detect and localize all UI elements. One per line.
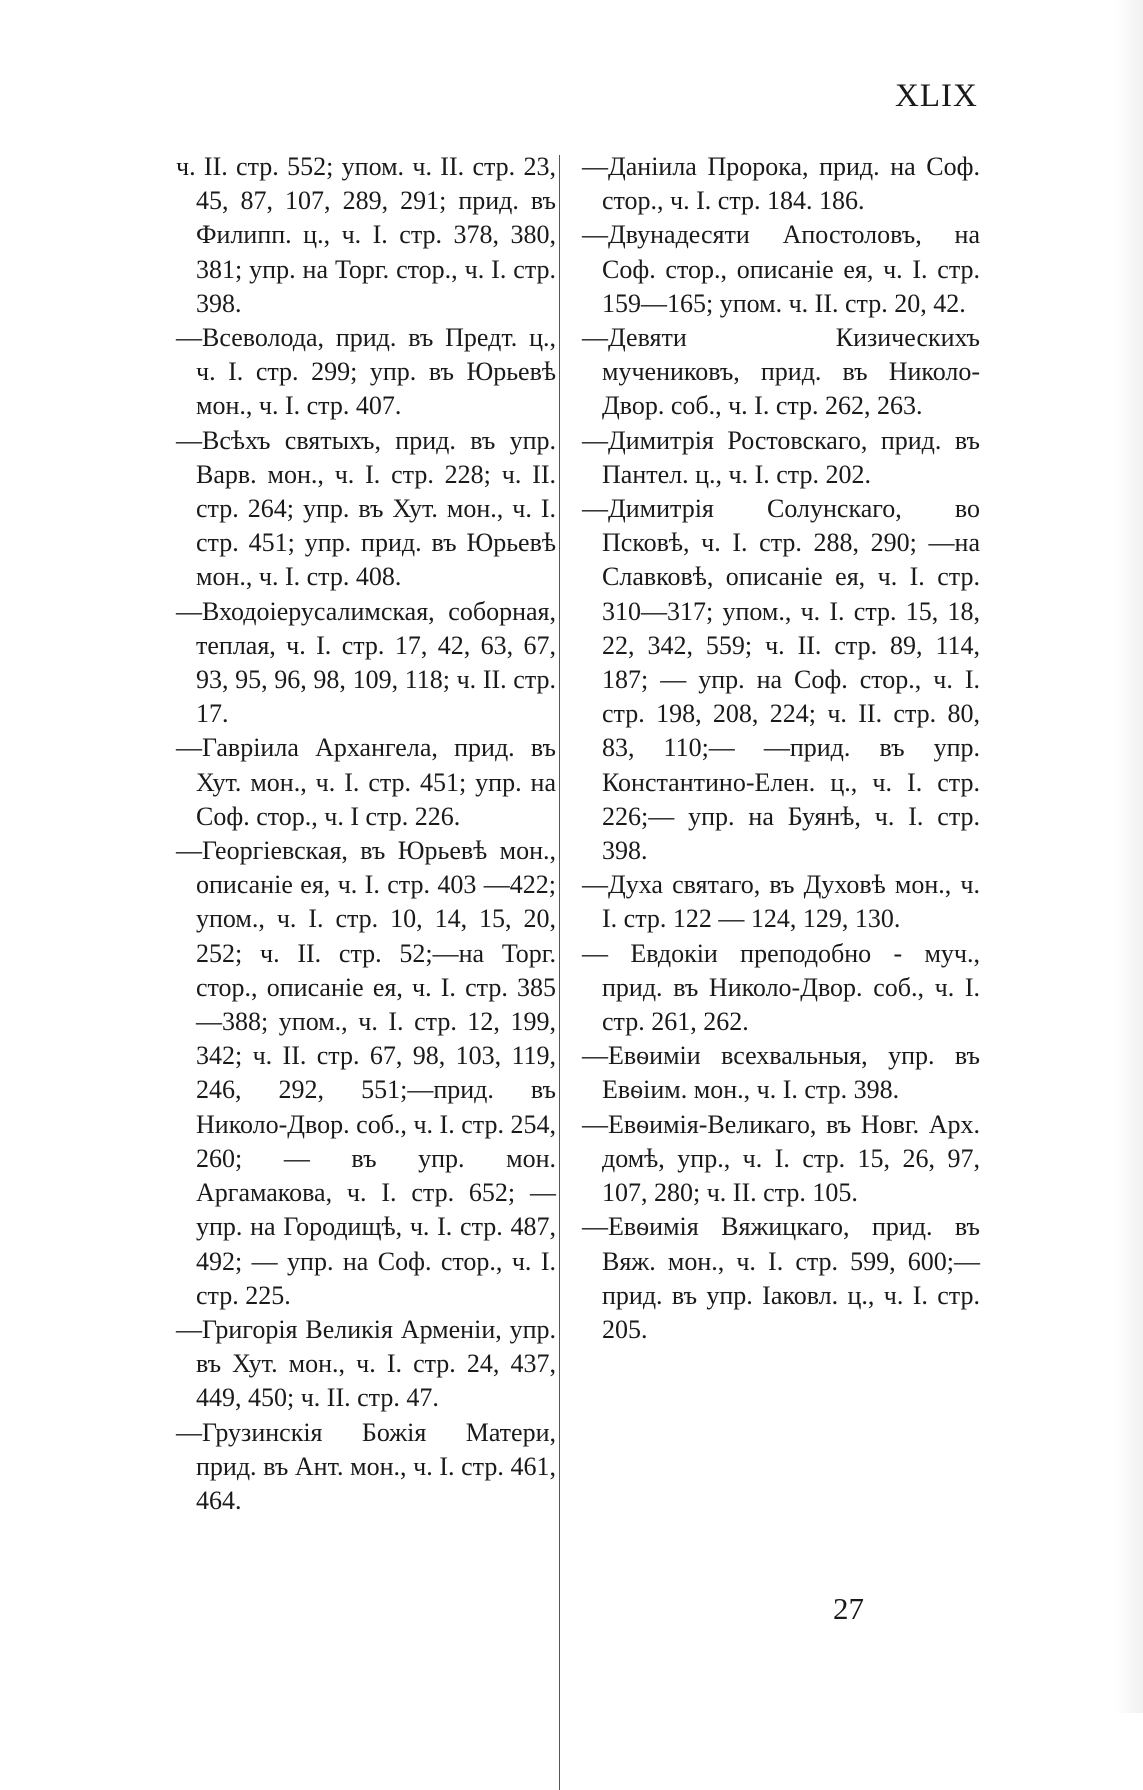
- index-entry: — Евдокіи преподобно - муч., прид. въ Николо-Двор. соб., ч. I. стр. 261, 262.: [582, 938, 980, 1037]
- index-entry: —Входоіерусалимская, соборная, теплая, ч. I. стр. 17, 42, 63, 67, 93, 95, 96, 98, 109, 118; ч. II. стр. 17.: [176, 596, 556, 729]
- page-edge-shadow: [1115, 0, 1143, 1713]
- index-entry: —Девяти Кизическихъ мучениковъ, прид. въ Николо-Двор. соб., ч. I. стр. 262, 263.: [582, 323, 980, 421]
- index-entry: —Двунадесяти Апостоловъ, на Соф. стор., описаніе ея, ч. I. стр. 159—165; упом. ч. II. стр. 20, 42.: [582, 220, 980, 318]
- right-column: [582, 150, 980, 1347]
- index-entry: —Димитрія Солунскаго, во Псковѣ, ч. I. стр. 288, 290; —на Славковѣ, описаніе ея, ч. I. стр. 310—317; упом., ч. I. стр. 15, 18, 22, 342, 559; ч. II. стр. 89, 114, 187; — упр. на Соф. стор., ч. I. стр. 198, 208, 224; ч. II. стр. 80, 83, 110;— —прид. въ упр. Константино-Елен. ц., ч. I. стр. 226;— упр. на Буянѣ, ч. I. стр. 398.: [582, 494, 980, 866]
- index-entry: —Гавріила Архангела, прид. въ Хут. мон., ч. I. стр. 451; упр. на Соф. стор., ч. I стр. 226.: [176, 733, 556, 831]
- index-entry: —Даніила Пророка, прид. на Соф. стор., ч. I. стр. 184. 186.: [582, 152, 980, 216]
- index-entry: —Евѳимія Вяжицкаго, прид. въ Вяж. мон., ч. I. стр. 599, 600;—прид. въ упр. Іаковл. ц., ч. I. стр. 205.: [582, 1212, 980, 1344]
- column-divider: [559, 155, 560, 1790]
- index-entry: —Георгіевская, въ Юрьевѣ мон., описаніе ея, ч. I. стр. 403 —422; упом., ч. I. стр. 10, 14, 15, 20, 252; ч. II. стр. 52;—на Торг. стор., описаніе ея, ч. I. стр. 385—388; упом., ч. I. стр. 12, 199, 342; ч. II. стр. 67, 98, 103, 119, 246, 292, 551;—прид. въ Николо-Двор. соб., ч. I. стр. 254, 260; — въ упр. мон. Аргамакова, ч. I. стр. 652; — упр. на Городищѣ, ч. I. стр. 487, 492; — упр. на Соф. стор., ч. I. стр. 225.: [176, 836, 556, 1310]
- index-entry: —Евѳимія-Великаго, въ Новг. Арх. домѣ, упр., ч. I. стр. 15, 26, 97, 107, 280; ч. II. стр. 105.: [582, 1109, 980, 1208]
- index-entry: —Всеволода, прид. въ Предт. ц., ч. I. стр. 299; упр. въ Юрьевѣ мон., ч. I. стр. 407.: [176, 323, 556, 421]
- index-entry: —Грузинскія Божія Матери, прид. въ Ант. мон., ч. I. стр. 461, 464.: [176, 1417, 556, 1515]
- index-entry: ч. II. стр. 552; упом. ч. II. стр. 23, 45, 87, 107, 289, 291; прид. въ Филипп. ц., ч. I. стр. 378, 380, 381; упр. на Торг. стор., ч. I. стр. 398.: [176, 152, 556, 318]
- index-entry: —Всѣхъ святыхъ, прид. въ упр. Варв. мон., ч. I. стр. 228; ч. II. стр. 264; упр. въ Хут. мон., ч. I. стр. 451; упр. прид. въ Юрьевѣ мон., ч. I. стр. 408.: [176, 425, 556, 592]
- index-entry: —Евѳиміи всехвальныя, упр. въ Евѳіим. мон., ч. I. стр. 398.: [582, 1041, 980, 1105]
- left-column: [176, 150, 556, 1518]
- signature-mark: 27: [833, 1591, 864, 1626]
- index-entry: —Духа святаго, въ Духовѣ мон., ч. I. стр. 122 — 124, 129, 130.: [582, 870, 980, 934]
- index-entry: —Григорія Великія Арменіи, упр. въ Хут. мон., ч. I. стр. 24, 437, 449, 450; ч. II. стр. 47.: [176, 1314, 556, 1413]
- page-number: XLIX: [895, 78, 978, 114]
- index-entry: —Димитрія Ростовскаго, прид. въ Пантел. ц., ч. I. стр. 202.: [582, 425, 980, 489]
